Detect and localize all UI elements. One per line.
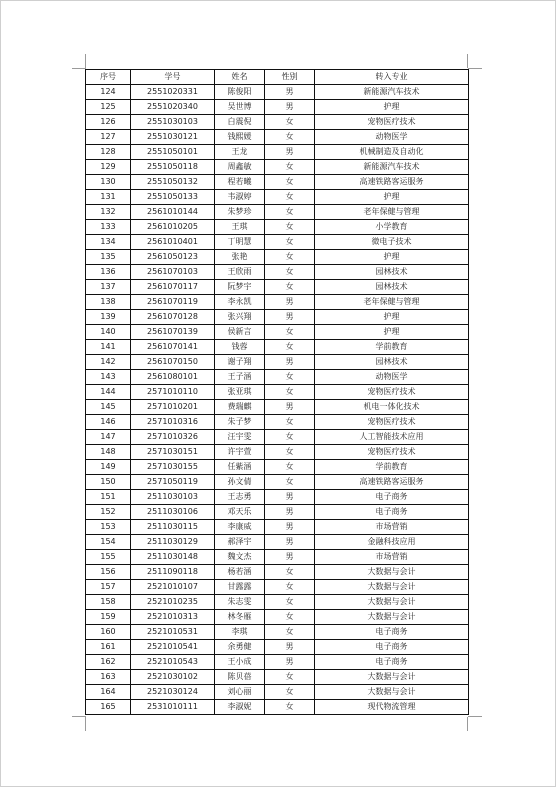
cell-name: 甘露露: [215, 580, 265, 595]
table-row: [86, 115, 469, 130]
crop-mark-top-right-v: [467, 54, 468, 68]
cell-serial-number: 152: [86, 505, 131, 520]
cell-transfer-major: 护理: [315, 310, 469, 325]
table-row: [86, 595, 469, 610]
cell-transfer-major: 机电一体化技术: [315, 400, 469, 415]
cell-student-id: 2561070128: [131, 310, 215, 325]
cell-serial-number: 156: [86, 565, 131, 580]
cell-gender: 男: [265, 490, 315, 505]
cell-serial-number: 143: [86, 370, 131, 385]
cell-gender: 男: [265, 145, 315, 160]
cell-transfer-major: 高速铁路客运服务: [315, 475, 469, 490]
cell-transfer-major: 大数据与会计: [315, 685, 469, 700]
cell-gender: 女: [265, 250, 315, 265]
cell-student-id: 2561070139: [131, 325, 215, 340]
cell-serial-number: 136: [86, 265, 131, 280]
cell-name: 孙文倩: [215, 475, 265, 490]
cell-student-id: 2551030103: [131, 115, 215, 130]
cell-name: 费瑞麒: [215, 400, 265, 415]
table-row: [86, 565, 469, 580]
table-row: [86, 640, 469, 655]
cell-serial-number: 147: [86, 430, 131, 445]
cell-gender: 男: [265, 505, 315, 520]
cell-serial-number: 127: [86, 130, 131, 145]
header-student-id: 学号: [131, 70, 215, 85]
cell-name: 邓天乐: [215, 505, 265, 520]
table-row: [86, 250, 469, 265]
table-row: [86, 340, 469, 355]
table-row: [86, 310, 469, 325]
cell-serial-number: 138: [86, 295, 131, 310]
crop-mark-bottom-left-v: [85, 717, 86, 731]
cell-gender: 男: [265, 640, 315, 655]
table-row: [86, 100, 469, 115]
cell-serial-number: 150: [86, 475, 131, 490]
cell-student-id: 2521010107: [131, 580, 215, 595]
table-row: [86, 445, 469, 460]
cell-gender: 女: [265, 565, 315, 580]
cell-transfer-major: 园林技术: [315, 355, 469, 370]
table-row: [86, 325, 469, 340]
cell-serial-number: 161: [86, 640, 131, 655]
cell-transfer-major: 老年保健与管理: [315, 205, 469, 220]
cell-name: 王小成: [215, 655, 265, 670]
cell-transfer-major: 人工智能技术应用: [315, 430, 469, 445]
table-row: [86, 490, 469, 505]
crop-mark-bottom-right-h: [468, 716, 482, 717]
header-transfer-major: 转入专业: [315, 70, 469, 85]
cell-gender: 女: [265, 175, 315, 190]
table-row: [86, 235, 469, 250]
cell-name: 朱梦珍: [215, 205, 265, 220]
cell-student-id: 2521030102: [131, 670, 215, 685]
cell-gender: 女: [265, 205, 315, 220]
header-gender: 性别: [265, 70, 315, 85]
table-row: [86, 190, 469, 205]
cell-student-id: 2521010235: [131, 595, 215, 610]
table-body: [86, 85, 469, 715]
cell-student-id: 2521010313: [131, 610, 215, 625]
cell-student-id: 2571010201: [131, 400, 215, 415]
cell-name: 陈贝蓓: [215, 670, 265, 685]
cell-gender: 女: [265, 265, 315, 280]
cell-serial-number: 135: [86, 250, 131, 265]
cell-transfer-major: 动物医学: [315, 130, 469, 145]
cell-name: 李淑妮: [215, 700, 265, 715]
cell-name: 白震倪: [215, 115, 265, 130]
cell-transfer-major: 护理: [315, 325, 469, 340]
cell-transfer-major: 新能源汽车技术: [315, 160, 469, 175]
cell-student-id: 2551050132: [131, 175, 215, 190]
table-row: [86, 265, 469, 280]
cell-student-id: 2561050123: [131, 250, 215, 265]
cell-name: 钱熙媛: [215, 130, 265, 145]
cell-gender: 女: [265, 370, 315, 385]
cell-student-id: 2551030121: [131, 130, 215, 145]
cell-serial-number: 130: [86, 175, 131, 190]
cell-serial-number: 139: [86, 310, 131, 325]
cell-transfer-major: 新能源汽车技术: [315, 85, 469, 100]
table-row: [86, 355, 469, 370]
cell-serial-number: 159: [86, 610, 131, 625]
cell-gender: 女: [265, 475, 315, 490]
cell-serial-number: 144: [86, 385, 131, 400]
cell-serial-number: 129: [86, 160, 131, 175]
header-serial-number: 序号: [86, 70, 131, 85]
cell-gender: 女: [265, 670, 315, 685]
cell-student-id: 2511090118: [131, 565, 215, 580]
cell-student-id: 2521030124: [131, 685, 215, 700]
crop-mark-top-right-h: [468, 68, 482, 69]
cell-name: 阮梦宇: [215, 280, 265, 295]
table-row: [86, 205, 469, 220]
cell-transfer-major: 电子商务: [315, 640, 469, 655]
table-row: [86, 85, 469, 100]
cell-student-id: 2561070117: [131, 280, 215, 295]
cell-serial-number: 131: [86, 190, 131, 205]
cell-name: 李康威: [215, 520, 265, 535]
cell-serial-number: 140: [86, 325, 131, 340]
table-row: [86, 610, 469, 625]
cell-serial-number: 148: [86, 445, 131, 460]
crop-mark-bottom-left-h: [72, 716, 86, 717]
table-row: [86, 580, 469, 595]
cell-serial-number: 126: [86, 115, 131, 130]
cell-transfer-major: 现代物流管理: [315, 700, 469, 715]
cell-name: 王子涵: [215, 370, 265, 385]
cell-student-id: 2561010205: [131, 220, 215, 235]
cell-name: 丁明慧: [215, 235, 265, 250]
cell-student-id: 2511030106: [131, 505, 215, 520]
cell-transfer-major: 老年保健与管理: [315, 295, 469, 310]
cell-student-id: 2521010531: [131, 625, 215, 640]
table-row: [86, 700, 469, 715]
cell-transfer-major: 机械制造及自动化: [315, 145, 469, 160]
cell-name: 王琪: [215, 220, 265, 235]
cell-student-id: 2511030148: [131, 550, 215, 565]
table-row: [86, 655, 469, 670]
cell-serial-number: 149: [86, 460, 131, 475]
cell-gender: 女: [265, 130, 315, 145]
cell-gender: 女: [265, 700, 315, 715]
table-row: [86, 550, 469, 565]
cell-serial-number: 158: [86, 595, 131, 610]
cell-gender: 女: [265, 280, 315, 295]
cell-gender: 男: [265, 535, 315, 550]
cell-serial-number: 133: [86, 220, 131, 235]
cell-student-id: 2561080101: [131, 370, 215, 385]
cell-gender: 女: [265, 325, 315, 340]
crop-mark-bottom-right-v: [467, 717, 468, 731]
cell-student-id: 2571010326: [131, 430, 215, 445]
cell-gender: 女: [265, 115, 315, 130]
cell-serial-number: 134: [86, 235, 131, 250]
table-row: [86, 220, 469, 235]
table-row: [86, 385, 469, 400]
cell-transfer-major: 动物医学: [315, 370, 469, 385]
cell-name: 王龙: [215, 145, 265, 160]
cell-transfer-major: 大数据与会计: [315, 580, 469, 595]
cell-gender: 男: [265, 85, 315, 100]
crop-mark-top-left-h: [72, 68, 86, 69]
cell-name: 韦淑婷: [215, 190, 265, 205]
cell-name: 朱志雯: [215, 595, 265, 610]
cell-name: 郝泽宇: [215, 535, 265, 550]
table-row: [86, 625, 469, 640]
cell-serial-number: 165: [86, 700, 131, 715]
cell-serial-number: 164: [86, 685, 131, 700]
cell-transfer-major: 电子商务: [315, 625, 469, 640]
cell-name: 林冬雁: [215, 610, 265, 625]
cell-transfer-major: 高速铁路客运服务: [315, 175, 469, 190]
cell-name: 任紫涵: [215, 460, 265, 475]
table-row: [86, 535, 469, 550]
cell-serial-number: 162: [86, 655, 131, 670]
cell-transfer-major: 大数据与会计: [315, 670, 469, 685]
cell-gender: 男: [265, 550, 315, 565]
cell-student-id: 2551020340: [131, 100, 215, 115]
cell-student-id: 2561010401: [131, 235, 215, 250]
cell-gender: 女: [265, 610, 315, 625]
table-row: [86, 130, 469, 145]
cell-student-id: 2561010144: [131, 205, 215, 220]
cell-name: 张兴翔: [215, 310, 265, 325]
cell-gender: 女: [265, 445, 315, 460]
cell-name: 程若曦: [215, 175, 265, 190]
cell-name: 李琪: [215, 625, 265, 640]
cell-student-id: 2511030115: [131, 520, 215, 535]
table-row: [86, 160, 469, 175]
transfer-students-table: [85, 69, 469, 715]
cell-transfer-major: 金融科技应用: [315, 535, 469, 550]
cell-gender: 男: [265, 355, 315, 370]
cell-student-id: 2561070119: [131, 295, 215, 310]
table-row: [86, 505, 469, 520]
cell-gender: 女: [265, 340, 315, 355]
cell-student-id: 2551050133: [131, 190, 215, 205]
cell-name: 余勇健: [215, 640, 265, 655]
cell-name: 王欣雨: [215, 265, 265, 280]
cell-serial-number: 146: [86, 415, 131, 430]
cell-transfer-major: 护理: [315, 100, 469, 115]
cell-transfer-major: 学前教育: [315, 340, 469, 355]
cell-student-id: 2551050118: [131, 160, 215, 175]
cell-serial-number: 151: [86, 490, 131, 505]
cell-gender: 女: [265, 460, 315, 475]
cell-name: 许宇萱: [215, 445, 265, 460]
cell-student-id: 2571030155: [131, 460, 215, 475]
cell-gender: 女: [265, 580, 315, 595]
cell-name: 谢子翔: [215, 355, 265, 370]
cell-transfer-major: 大数据与会计: [315, 595, 469, 610]
cell-gender: 男: [265, 310, 315, 325]
cell-transfer-major: 宠物医疗技术: [315, 415, 469, 430]
cell-transfer-major: 市场营销: [315, 520, 469, 535]
cell-student-id: 2551050101: [131, 145, 215, 160]
cell-gender: 女: [265, 220, 315, 235]
cell-transfer-major: 宠物医疗技术: [315, 115, 469, 130]
cell-serial-number: 132: [86, 205, 131, 220]
table-row: [86, 430, 469, 445]
cell-serial-number: 157: [86, 580, 131, 595]
cell-transfer-major: 园林技术: [315, 265, 469, 280]
cell-name: 陈俊阳: [215, 85, 265, 100]
cell-student-id: 2561070150: [131, 355, 215, 370]
cell-serial-number: 142: [86, 355, 131, 370]
cell-gender: 女: [265, 235, 315, 250]
cell-student-id: 2561070141: [131, 340, 215, 355]
table-row: [86, 475, 469, 490]
cell-name: 钱蓉: [215, 340, 265, 355]
cell-gender: 男: [265, 295, 315, 310]
cell-name: 朱子梦: [215, 415, 265, 430]
table-row: [86, 520, 469, 535]
cell-transfer-major: 学前教育: [315, 460, 469, 475]
table-row: [86, 295, 469, 310]
cell-name: 刘心丽: [215, 685, 265, 700]
table-row: [86, 145, 469, 160]
cell-student-id: 2511030103: [131, 490, 215, 505]
cell-serial-number: 145: [86, 400, 131, 415]
cell-name: 魏文杰: [215, 550, 265, 565]
cell-serial-number: 153: [86, 520, 131, 535]
cell-serial-number: 125: [86, 100, 131, 115]
table-row: [86, 280, 469, 295]
cell-transfer-major: 大数据与会计: [315, 610, 469, 625]
cell-name: 王志勇: [215, 490, 265, 505]
table-row: [86, 370, 469, 385]
cell-name: 汪宇雯: [215, 430, 265, 445]
cell-transfer-major: 护理: [315, 250, 469, 265]
cell-name: 张艳: [215, 250, 265, 265]
cell-serial-number: 128: [86, 145, 131, 160]
cell-serial-number: 137: [86, 280, 131, 295]
table-header-row: [86, 70, 469, 85]
cell-gender: 女: [265, 430, 315, 445]
header-name: 姓名: [215, 70, 265, 85]
cell-name: 张亚琪: [215, 385, 265, 400]
cell-gender: 女: [265, 625, 315, 640]
cell-student-id: 2521010541: [131, 640, 215, 655]
cell-student-id: 2511030129: [131, 535, 215, 550]
cell-serial-number: 141: [86, 340, 131, 355]
cell-transfer-major: 电子商务: [315, 490, 469, 505]
cell-transfer-major: 市场营销: [315, 550, 469, 565]
cell-student-id: 2571010110: [131, 385, 215, 400]
cell-serial-number: 155: [86, 550, 131, 565]
cell-serial-number: 160: [86, 625, 131, 640]
cell-gender: 女: [265, 595, 315, 610]
cell-name: 李永凯: [215, 295, 265, 310]
table-row: [86, 685, 469, 700]
cell-name: 周鑫敏: [215, 160, 265, 175]
cell-student-id: 2571050119: [131, 475, 215, 490]
cell-name: 吴世博: [215, 100, 265, 115]
cell-gender: 男: [265, 400, 315, 415]
table-row: [86, 175, 469, 190]
cell-gender: 男: [265, 100, 315, 115]
table-row: [86, 415, 469, 430]
cell-transfer-major: 小学教育: [315, 220, 469, 235]
cell-gender: 女: [265, 415, 315, 430]
cell-gender: 女: [265, 685, 315, 700]
cell-serial-number: 154: [86, 535, 131, 550]
cell-name: 杨若涵: [215, 565, 265, 580]
cell-transfer-major: 护理: [315, 190, 469, 205]
cell-student-id: 2561070103: [131, 265, 215, 280]
cell-gender: 女: [265, 385, 315, 400]
cell-serial-number: 163: [86, 670, 131, 685]
cell-gender: 男: [265, 655, 315, 670]
cell-transfer-major: 宠物医疗技术: [315, 385, 469, 400]
cell-transfer-major: 电子商务: [315, 505, 469, 520]
cell-gender: 男: [265, 520, 315, 535]
cell-student-id: 2551020331: [131, 85, 215, 100]
cell-gender: 女: [265, 190, 315, 205]
cell-transfer-major: 电子商务: [315, 655, 469, 670]
table-row: [86, 670, 469, 685]
crop-mark-top-left-v: [85, 54, 86, 68]
table-row: [86, 400, 469, 415]
cell-student-id: 2571030151: [131, 445, 215, 460]
cell-student-id: 2571010316: [131, 415, 215, 430]
table-row: [86, 460, 469, 475]
cell-transfer-major: 大数据与会计: [315, 565, 469, 580]
cell-transfer-major: 微电子技术: [315, 235, 469, 250]
cell-name: 侯新言: [215, 325, 265, 340]
cell-transfer-major: 宠物医疗技术: [315, 445, 469, 460]
cell-student-id: 2531010111: [131, 700, 215, 715]
cell-student-id: 2521010543: [131, 655, 215, 670]
cell-transfer-major: 园林技术: [315, 280, 469, 295]
cell-gender: 女: [265, 160, 315, 175]
cell-serial-number: 124: [86, 85, 131, 100]
